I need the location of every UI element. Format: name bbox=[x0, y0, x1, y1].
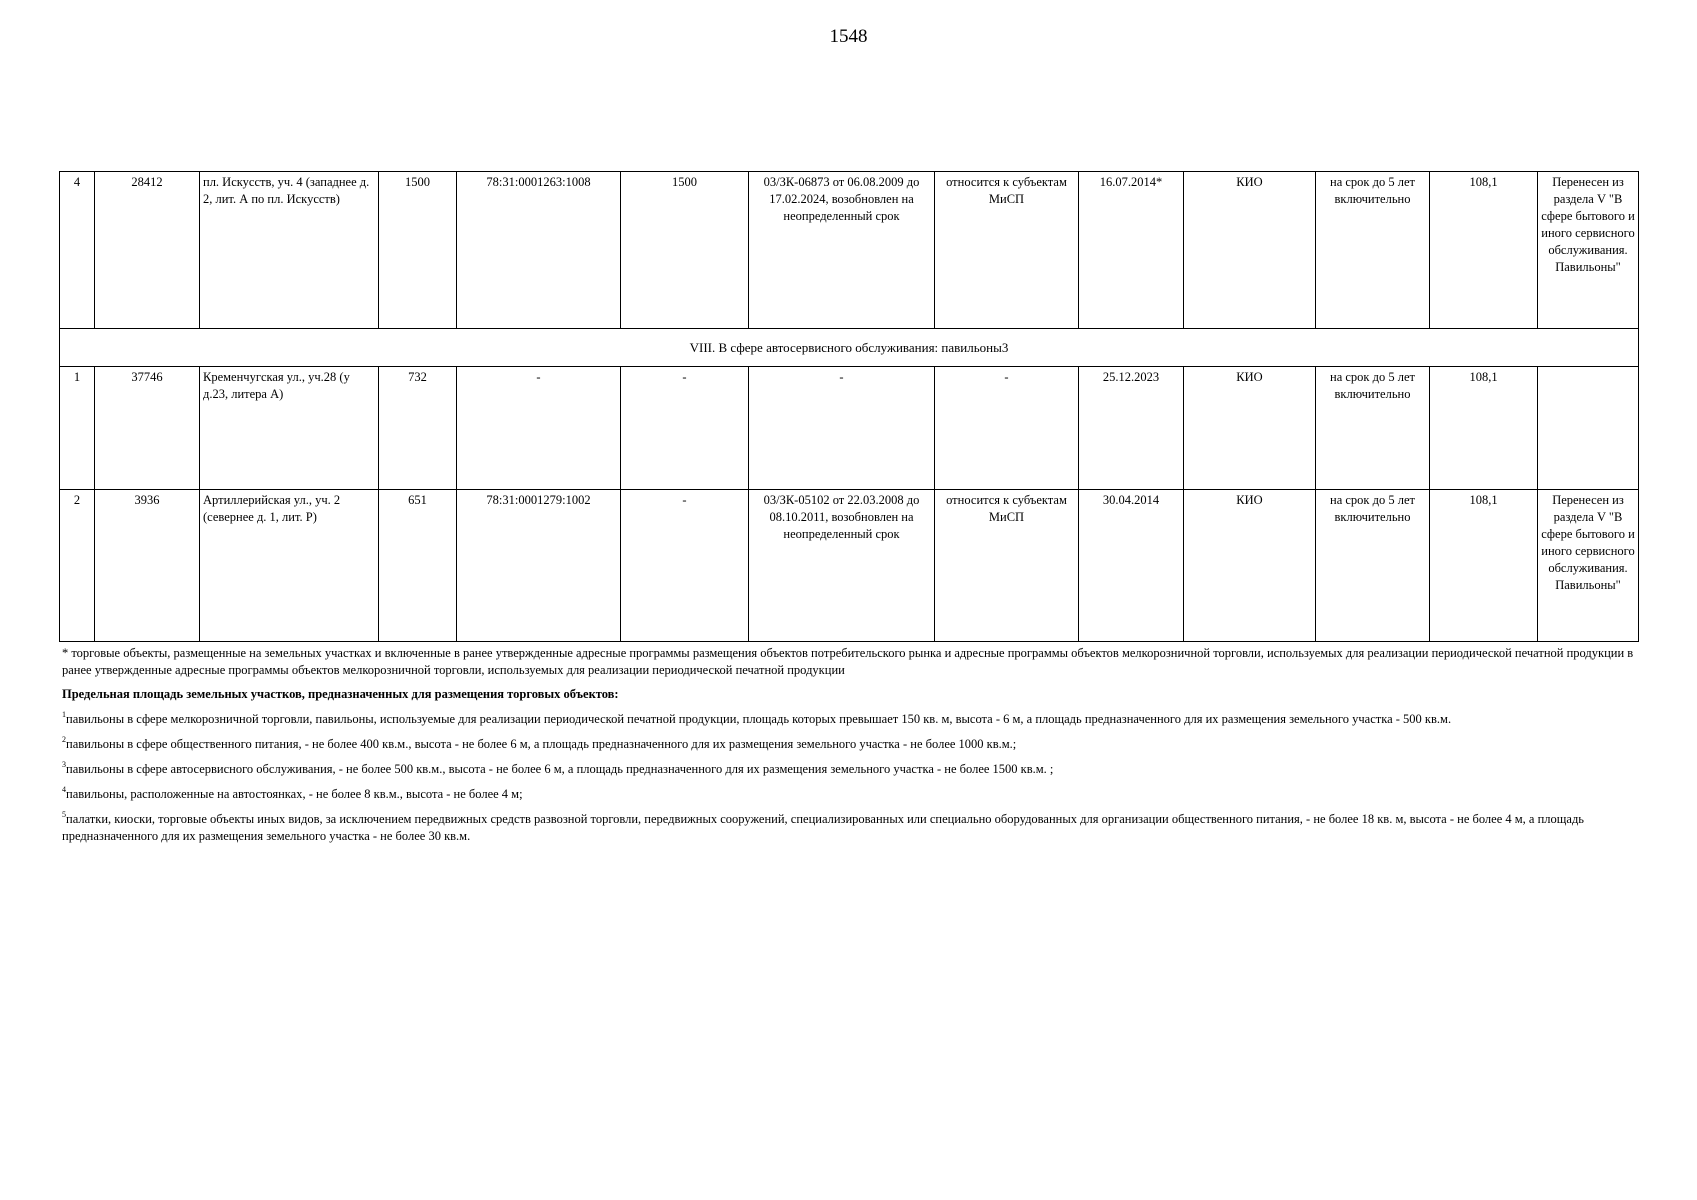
section-row bbox=[60, 329, 1639, 367]
footnote-text: палатки, киоски, торговые объекты иных видов, за исключением передвижных средств развозной торговли, передвижных сооружений, специализированных или специально оборудованных для организации общественного питания, - не более 18 кв. м, высота - не более 4 м, а площадь предназначенного для их размещения земельного участка - не более 30 кв.м. bbox=[62, 812, 1585, 843]
land-area: - bbox=[621, 490, 749, 642]
row-number: 2 bbox=[60, 490, 95, 642]
inclusion-date: 25.12.2023 bbox=[1079, 367, 1184, 490]
table-row bbox=[60, 367, 1639, 490]
cadastral-number: 78:31:0001279:1002 bbox=[457, 490, 621, 642]
land-area: - bbox=[621, 367, 749, 490]
object-area: 1500 bbox=[379, 172, 457, 329]
msp-status: относится к субъектам МиСП bbox=[935, 172, 1079, 329]
footnote-mark: 3 bbox=[62, 760, 66, 769]
authority: КИО bbox=[1184, 367, 1316, 490]
row-note bbox=[1538, 367, 1639, 490]
footnote bbox=[62, 711, 1642, 728]
object-address: Артиллерийская ул., уч. 2 (севернее д. 1, лит. Р) bbox=[200, 490, 379, 642]
footnote-mark: 1 bbox=[62, 710, 66, 719]
footnote bbox=[62, 736, 1642, 753]
footnote-mark: 5 bbox=[62, 810, 66, 819]
object-id: 3936 bbox=[95, 490, 200, 642]
footnote-text: павильоны в сфере мелкорозничной торговли, павильоны, используемые для реализации периодической печатной продукции, площадь которых превышает 150 кв. м, высота - 6 м, а площадь предназначенного для их размещения земельного участка - 500 кв.м. bbox=[66, 712, 1452, 726]
placement-term: на срок до 5 лет включительно bbox=[1316, 490, 1430, 642]
object-id: 28412 bbox=[95, 172, 200, 329]
contract-info: 03/ЗК-05102 от 22.03.2008 до 08.10.2011, возобновлен на неопределенный срок bbox=[749, 490, 935, 642]
row-number: 4 bbox=[60, 172, 95, 329]
object-area: 651 bbox=[379, 490, 457, 642]
footnote-text: павильоны в сфере автосервисного обслуживания, - не более 500 кв.м., высота - не более 6 м, а площадь предназначенного для их размещения земельного участка - не более 1500 кв.м. ; bbox=[66, 762, 1054, 776]
notes-heading: Предельная площадь земельных участков, предназначенных для размещения торговых объектов: bbox=[62, 687, 619, 701]
row-number: 1 bbox=[60, 367, 95, 490]
authority: КИО bbox=[1184, 172, 1316, 329]
footnote-mark: 4 bbox=[62, 785, 66, 794]
msp-status: - bbox=[935, 367, 1079, 490]
row-note: Перенесен из раздела V "В сфере бытового и иного сервисного обслуживания. Павильоны" bbox=[1538, 172, 1639, 329]
land-area: 1500 bbox=[621, 172, 749, 329]
row-note: Перенесен из раздела V "В сфере бытового и иного сервисного обслуживания. Павильоны" bbox=[1538, 490, 1639, 642]
page-number: 1548 bbox=[829, 26, 868, 47]
footnote bbox=[62, 786, 1642, 803]
contract-info: - bbox=[749, 367, 935, 490]
placement-term: на срок до 5 лет включительно bbox=[1316, 172, 1430, 329]
object-address: Кременчугская ул., уч.28 (у д.23, литера А) bbox=[200, 367, 379, 490]
footnote-text: павильоны в сфере общественного питания, - не более 400 кв.м., высота - не более 6 м, а площадь предназначенного для их размещения земельного участка - не более 1000 кв.м.; bbox=[66, 737, 1017, 751]
object-id: 37746 bbox=[95, 367, 200, 490]
table-row bbox=[60, 490, 1639, 642]
rate: 108,1 bbox=[1430, 367, 1538, 490]
notes-block bbox=[62, 645, 1642, 853]
asterisk-note: * торговые объекты, размещенные на земельных участках и включенные в ранее утвержденные адресные программы размещения объектов потребительского рынка и адресные программы объектов мелкорозничной торговли, используемых для реализации периодической печатной продукции в ранее утвержденные адресные программы объектов мелкорозничной торговли, используемых для реализации периодической печатной продукции bbox=[62, 646, 1634, 677]
inclusion-date: 30.04.2014 bbox=[1079, 490, 1184, 642]
cadastral-number: - bbox=[457, 367, 621, 490]
register-table bbox=[59, 171, 1639, 642]
rate: 108,1 bbox=[1430, 490, 1538, 642]
placement-term: на срок до 5 лет включительно bbox=[1316, 367, 1430, 490]
object-address: пл. Искусств, уч. 4 (западнее д. 2, лит. А по пл. Искусств) bbox=[200, 172, 379, 329]
footnote-mark: 2 bbox=[62, 735, 66, 744]
footnote bbox=[62, 761, 1642, 778]
footnote-text: павильоны, расположенные на автостоянках, - не более 8 кв.м., высота - не более 4 м; bbox=[66, 787, 523, 801]
cadastral-number: 78:31:0001263:1008 bbox=[457, 172, 621, 329]
footnote bbox=[62, 811, 1642, 845]
inclusion-date: 16.07.2014* bbox=[1079, 172, 1184, 329]
msp-status: относится к субъектам МиСП bbox=[935, 490, 1079, 642]
table-row bbox=[60, 172, 1639, 329]
authority: КИО bbox=[1184, 490, 1316, 642]
section-title: VIII. В сфере автосервисного обслуживания: павильоны3 bbox=[60, 329, 1639, 367]
rate: 108,1 bbox=[1430, 172, 1538, 329]
contract-info: 03/ЗК-06873 от 06.08.2009 до 17.02.2024, возобновлен на неопределенный срок bbox=[749, 172, 935, 329]
object-area: 732 bbox=[379, 367, 457, 490]
